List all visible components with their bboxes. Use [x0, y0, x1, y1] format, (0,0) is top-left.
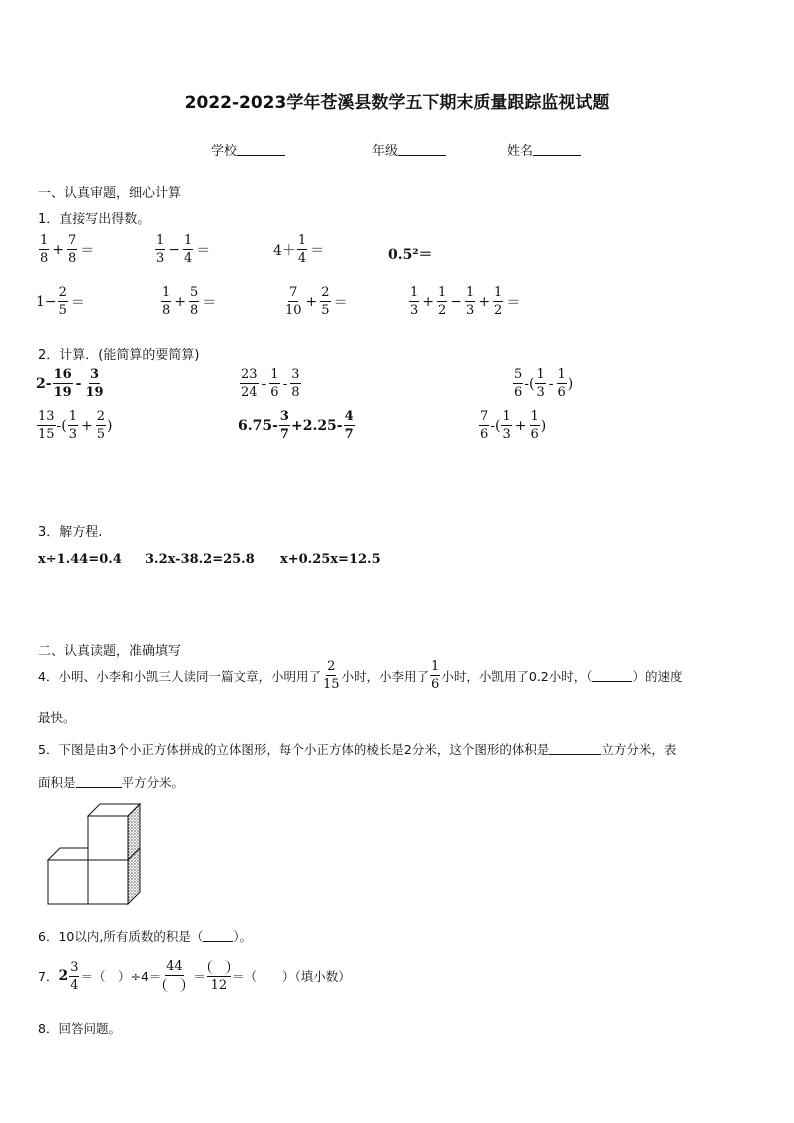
- fraction: $\frac{7}{6}$: [480, 409, 489, 442]
- name-label: 姓名: [507, 144, 534, 159]
- fraction: $\frac{3}{8}$: [291, 367, 300, 400]
- q2-expr-c: $\frac{5}{6}$ -( $\frac{1}{3}$ - $\frac{1}{6}$ ): [514, 367, 574, 400]
- fraction: $\frac{1}{6}$: [557, 367, 566, 400]
- q2-expr-a: 2- $\frac{16}{19}$ - $\frac{3}{19}$: [36, 367, 104, 400]
- fraction: $\frac{5}{8}$: [190, 285, 199, 318]
- fraction: $\frac{7}{10}$: [285, 285, 302, 318]
- fraction: $\frac{16}{19}$: [53, 367, 72, 400]
- q1-r2-e2: $\frac{1}{8}$ + $\frac{5}{8}$ ＝: [162, 285, 217, 318]
- fraction: $\frac{1}{3}$: [536, 367, 545, 400]
- fraction: 44: [162, 960, 186, 992]
- q3-label: 3．解方程.: [38, 525, 103, 540]
- q5-line1: 5．下图是由3个小正方体拼成的立体图形，每个小正方体的棱长是2分米，这个图形的体积是 立方分米，表: [38, 742, 677, 757]
- fraction: $\frac{2}{5}$: [321, 285, 330, 318]
- page-title: 2022-2023学年苍溪县数学五下期末质量跟踪监视试题: [184, 93, 610, 113]
- name-field: [507, 140, 581, 159]
- q1-r1-e3: 4＋ $\frac{1}{4}$ ＝: [273, 233, 325, 266]
- fraction: $\frac{1}{8}$: [162, 285, 171, 318]
- fraction: $\frac{1}{3}$: [68, 409, 78, 442]
- q3-eq1: x÷1.44=0.4: [38, 552, 122, 567]
- fraction: $\frac{5}{6}$: [514, 367, 523, 400]
- fraction: $\frac{1}{3}$: [502, 409, 511, 442]
- q8-label: 8．回答问题。: [38, 1021, 121, 1036]
- grade-field: [372, 140, 446, 159]
- q1-r2-e3: $\frac{7}{10}$ + $\frac{2}{5}$ ＝: [285, 285, 348, 318]
- q4-line2: 最快。: [38, 710, 76, 725]
- q1-r2-e4: $\frac{1}{3}$ + $\frac{1}{2}$ − $\frac{1}{3}$ + $\frac{1}{2}$ ＝: [410, 285, 521, 318]
- school-label: 学校: [211, 144, 238, 159]
- q1-r1-e1: $\frac{1}{8}$ + $\frac{7}{8}$ ＝: [40, 233, 95, 266]
- fraction: $\frac{1}{3}$: [410, 285, 419, 318]
- q5-volume-blank[interactable]: [549, 742, 601, 755]
- cubes-figure: [44, 800, 148, 910]
- fraction: $\frac{1}{4}$: [297, 233, 307, 266]
- fraction: $\frac{1}{4}$: [184, 233, 193, 266]
- fraction: $\frac{1}{6}$: [431, 659, 440, 692]
- q2-label: 2．计算．(能简算的要简算): [38, 348, 200, 363]
- fraction: $\frac{1}{2}$: [494, 285, 503, 318]
- section2-heading: 二、认真读题，准确填写: [38, 644, 182, 659]
- q5-area-blank[interactable]: [76, 775, 122, 788]
- section1-heading: 一、认真审题，细心计算: [38, 186, 182, 201]
- grade-label: 年级: [372, 144, 399, 159]
- q2-expr-e: 6.75- $\frac{3}{7}$ +2.25- $\frac{4}{7}$: [238, 409, 354, 442]
- q3-eq3: x+0.25x=12.5: [280, 552, 381, 567]
- school-field: [211, 140, 285, 159]
- q5-line2: 面积是 平方分米。: [38, 775, 185, 790]
- fraction: $\frac{3}{7}$: [279, 409, 289, 442]
- q2-expr-b: $\frac{23}{24}$ - $\frac{1}{6}$ - $\frac{3}{8}$: [241, 367, 300, 400]
- fraction: $\frac{3}{4}$: [70, 959, 79, 993]
- q4-line1: 4．小明、小李和小凯三人读同一篇文章，小明用了 $\frac{2}{15}$ 小时，小李用了 $\frac{1}{6}$ 小时，小凯用了0.2小时，（ ）的速度: [38, 659, 683, 692]
- q6-line: 6．10以内,所有质数的积是（ ）。: [38, 929, 253, 944]
- fraction: $\frac{2}{15}$: [322, 659, 340, 692]
- fraction: $\frac{1}{6}$: [270, 367, 279, 400]
- q7-blank-denominator[interactable]: [163, 978, 185, 992]
- school-blank[interactable]: [237, 143, 285, 156]
- fraction: $\frac{23}{24}$: [241, 367, 258, 400]
- q1-r2-e1: 1− $\frac{2}{5}$ ＝: [36, 285, 85, 318]
- fraction: $\frac{3}{19}$: [85, 367, 104, 400]
- name-blank[interactable]: [533, 143, 581, 156]
- fraction: $\frac{1}{3}$: [156, 233, 165, 266]
- fraction: 12: [207, 960, 231, 992]
- fraction: $\frac{7}{8}$: [68, 233, 77, 266]
- grade-blank[interactable]: [398, 143, 446, 156]
- fraction: $\frac{2}{5}$: [58, 285, 67, 318]
- q4-answer-blank[interactable]: [592, 669, 632, 682]
- fraction: $\frac{1}{8}$: [40, 233, 49, 266]
- q3-eq2: 3.2x-38.2=25.8: [145, 552, 255, 567]
- q7-blank-numerator[interactable]: [208, 960, 230, 974]
- fraction: $\frac{4}{7}$: [344, 409, 354, 442]
- q1-r1-e2: $\frac{1}{3}$ − $\frac{1}{4}$ ＝: [156, 233, 211, 266]
- q7-line: 7． 2 $\frac{3}{4}$ ＝（ ）÷4＝ 44 ＝ 12 ＝（ ）（填小数）: [38, 959, 351, 993]
- fraction: $\frac{13}{15}$: [38, 409, 55, 442]
- fraction: $\frac{1}{3}$: [466, 285, 475, 318]
- q2-expr-d: $\frac{13}{15}$ -( $\frac{1}{3}$ + $\frac{2}{5}$ ): [38, 409, 113, 442]
- q6-answer-blank[interactable]: [203, 929, 233, 942]
- fraction: $\frac{1}{6}$: [530, 409, 539, 442]
- q2-expr-f: $\frac{7}{6}$ -( $\frac{1}{3}$ + $\frac{1}{6}$ ): [480, 409, 547, 442]
- q1-r1-e4: 0.5²＝: [388, 247, 433, 263]
- q1-label: 1．直接写出得数。: [38, 212, 151, 227]
- fraction: $\frac{1}{2}$: [438, 285, 447, 318]
- fraction: $\frac{2}{5}$: [96, 409, 106, 442]
